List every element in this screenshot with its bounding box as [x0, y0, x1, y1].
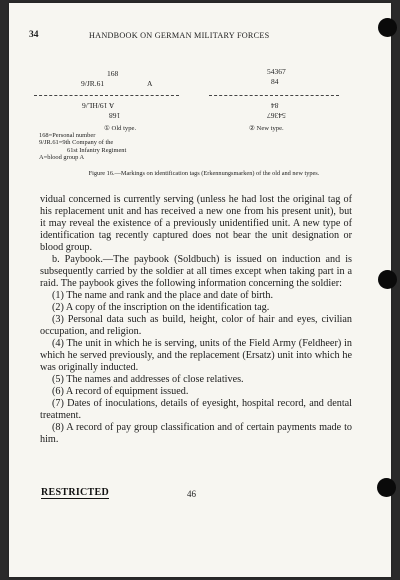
figure-caption: Figure 16.—Markings on identification tags (Erkennungsmarken) of the old and new types.: [88, 170, 320, 177]
binder-hole: [378, 18, 397, 37]
list-item: (2) A copy of the inscription on the identification tag.: [52, 302, 270, 313]
body-text: [40, 194, 352, 446]
restricted-marking: [41, 487, 109, 498]
restricted-text: RESTRICTED: [41, 487, 110, 498]
new-type-label: ② New type.: [249, 125, 284, 132]
figure-legend: [39, 132, 126, 162]
old-tag-unit: 9/JR.61: [81, 79, 105, 88]
new-tag-perforation: [209, 95, 339, 96]
new-tag-number: 54367: [267, 67, 286, 76]
old-tag-perforation: [34, 95, 179, 96]
legend-line: 168=Personal number: [39, 132, 96, 139]
list-item: (4) The unit in which he is serving, units of the Field Army (Feldheer) in which he served previously, and the replacement (Ersatz) unit into which he was originally inducted.: [40, 338, 352, 373]
list-item: (5) The names and addresses of close relatives.: [52, 374, 244, 385]
list-item: (7) Dates of inoculations, details of eyesight, hospital record, and dental treatment.: [40, 398, 352, 421]
old-type-label: ① Old type.: [104, 125, 137, 132]
new-tag-second-line: 84: [271, 77, 279, 86]
list-item: (1) The name and rank and the place and date of birth.: [52, 290, 274, 301]
new-tag-mirrored-line1: 84: [271, 101, 279, 110]
legend-line: 9/JR.61=9th Company of the: [39, 139, 114, 147]
running-title: HANDBOOK ON GERMAN MILITARY FORCES: [89, 31, 270, 40]
list-item: (8) A record of pay group classification and of certain payments made to him.: [40, 422, 352, 445]
old-tag-mirrored-line2: 168: [109, 111, 121, 120]
paragraph-paybook: b. Paybook.—The paybook (Soldbuch) is issued on induction and is subsequently carried by the soldier at all times except when taking part in a raid. The paybook gives the following information concerning the soldier:: [40, 254, 352, 289]
binder-hole: [377, 478, 396, 497]
old-tag-blood-group: A: [147, 79, 153, 88]
binder-hole: [378, 270, 397, 289]
old-tag-number: 168: [107, 69, 119, 78]
new-tag-mirrored-line2: 54367: [267, 111, 286, 120]
document-page: [9, 3, 391, 577]
old-tag-mirrored-line1: A 19/HL/6: [82, 101, 115, 110]
list-item: (3) Personal data such as build, height, color of hair and eyes, civilian occupation, and religion.: [40, 314, 352, 337]
paragraph-continued: vidual concerned is currently serving (unless he had lost the original tag of his replacement unit and has received a new one from his present unit), but it may reveal the existence of a previously unidentified unit. A new type of identification tag recently captured does not bear the unit designation or blood group.: [40, 194, 352, 253]
page-number: 34: [29, 30, 39, 40]
list-item: (6) A record of equipment issued.: [52, 386, 189, 397]
footer-page-number: 46: [187, 489, 196, 499]
legend-line: A=blood group A: [39, 154, 85, 162]
legend-line: 61st Infantry Regiment: [67, 146, 127, 154]
